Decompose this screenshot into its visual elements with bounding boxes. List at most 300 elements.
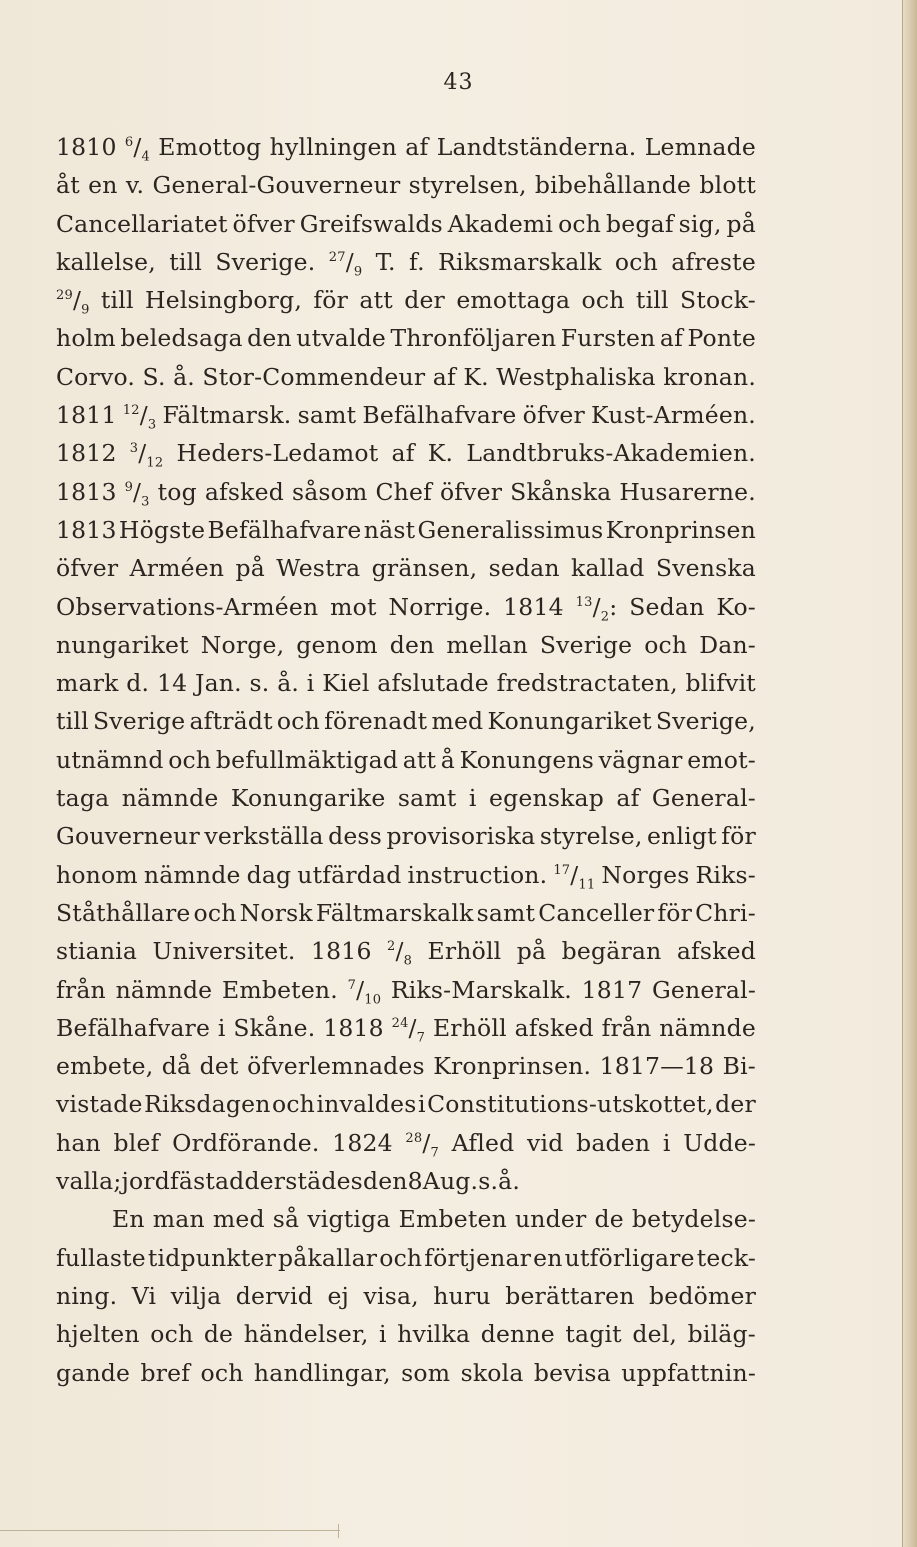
word: Sverige. <box>215 247 316 276</box>
word: $^{17}/_{11}$ <box>553 860 596 893</box>
word: $^7/_{10}$ <box>347 975 382 1008</box>
word: för <box>657 898 693 927</box>
word: afträdt <box>189 707 273 736</box>
word: 1813 <box>56 515 117 544</box>
word: ej <box>327 1281 350 1310</box>
word: emot- <box>687 745 756 774</box>
word: den <box>247 324 292 353</box>
word: Dan- <box>699 630 756 659</box>
word: af <box>405 133 429 161</box>
word: de <box>594 1205 624 1234</box>
word: Afled <box>451 1128 515 1157</box>
text-line <box>56 1085 756 1123</box>
text-line <box>56 1239 756 1277</box>
word: förenadt <box>324 707 428 736</box>
text-line <box>56 243 756 281</box>
word: 1812 <box>56 439 117 468</box>
word: K. <box>463 362 489 391</box>
word: begäran <box>561 937 662 966</box>
word: dess <box>328 822 382 851</box>
word: nämnde <box>115 975 213 1004</box>
text-line <box>56 779 756 817</box>
text-line <box>56 1354 756 1392</box>
word: samt <box>297 401 357 430</box>
word: genom <box>296 630 378 659</box>
word: Kiel <box>322 669 370 698</box>
word: Constitutions-utskottet, <box>427 1090 714 1119</box>
word: så <box>272 1205 300 1234</box>
word: Westra <box>276 554 361 583</box>
word: s. <box>249 669 270 698</box>
word: och <box>150 1320 194 1349</box>
word: och <box>200 1358 244 1387</box>
word: han <box>56 1128 101 1157</box>
word: sig, <box>678 209 722 238</box>
word: öfver <box>522 401 585 430</box>
word: Riksdagen <box>144 1090 271 1119</box>
text-line <box>56 1124 756 1162</box>
word: biläg- <box>687 1320 756 1349</box>
word: Riks-Marskalk. <box>390 975 572 1004</box>
word: Akademi <box>447 209 554 238</box>
text-line <box>56 1009 756 1047</box>
word: afsked <box>514 1013 594 1042</box>
word: s. <box>478 1167 499 1196</box>
word: berättaren <box>505 1281 635 1310</box>
word: Sverige <box>92 707 186 736</box>
word: i <box>468 784 477 813</box>
word: på <box>235 554 265 583</box>
word: Befälhafvare <box>207 515 362 544</box>
text-line <box>56 664 756 702</box>
word: afreste <box>671 247 756 276</box>
word: dervid <box>235 1281 313 1310</box>
word: Norrige. <box>388 592 492 621</box>
bottom-tick <box>338 1524 339 1538</box>
word: Konungens <box>459 745 595 774</box>
word: 1816 <box>311 937 372 966</box>
text-line <box>56 1200 756 1238</box>
word: i <box>379 1320 387 1349</box>
word: Lemnade <box>644 133 756 161</box>
word: till <box>169 247 203 276</box>
word: och <box>193 898 237 927</box>
word: 1818 <box>323 1013 384 1042</box>
page-number: 43 <box>443 70 474 95</box>
word: från <box>56 975 106 1004</box>
word: invaldes <box>316 1090 417 1119</box>
word: tog <box>157 477 197 506</box>
word: Generalissimus <box>417 515 604 544</box>
word: blott <box>699 171 756 200</box>
word: egenskap <box>489 784 604 813</box>
text-line <box>56 1315 756 1353</box>
word: $^{28}/_7$ <box>405 1128 439 1161</box>
word: Arméen <box>129 554 225 583</box>
word: Befälhafvare <box>56 1013 211 1042</box>
word: $^{29}/_9$ <box>56 286 90 318</box>
word: i <box>306 669 315 698</box>
word: Observations-Arméen <box>56 592 319 621</box>
word: $^9/_3$ <box>124 477 150 510</box>
word: denne <box>480 1320 555 1349</box>
text-line <box>56 358 756 396</box>
word: bibehållande <box>534 171 692 200</box>
word: Erhöll <box>432 1013 507 1042</box>
word: vistade <box>56 1090 143 1119</box>
word: afsked <box>676 937 756 966</box>
word: gande <box>56 1358 131 1387</box>
word: 1824 <box>332 1128 393 1157</box>
word: Vi <box>131 1281 157 1310</box>
word: och <box>614 247 658 276</box>
word: i <box>417 1090 426 1119</box>
word: Fältmarskalk <box>315 898 474 927</box>
word: nämnde <box>121 784 219 813</box>
word: förtjenar <box>424 1243 532 1272</box>
word: bref <box>140 1358 191 1387</box>
word: och <box>271 1090 316 1119</box>
word: Sedan <box>629 592 705 621</box>
word: valla; <box>56 1167 122 1196</box>
word: med <box>431 707 484 736</box>
word: 1810 <box>56 133 117 161</box>
word: Sverige, <box>655 707 756 736</box>
word: Corvo. <box>56 362 136 391</box>
word: å. <box>173 362 195 391</box>
word: Ko- <box>716 592 756 621</box>
word: ning. <box>56 1281 118 1310</box>
word: utnämnd <box>56 745 164 774</box>
word: Skånska <box>510 477 612 506</box>
word: $^{13}/_2$: <box>575 592 618 625</box>
text-line <box>56 511 756 549</box>
word: åt <box>56 171 80 200</box>
word: å. <box>277 669 300 698</box>
word: Emottog <box>158 133 262 161</box>
text-line <box>56 702 756 740</box>
text-line <box>56 128 756 166</box>
word: 1811 <box>56 401 117 430</box>
word: utvalde <box>296 324 387 353</box>
word: Cancellariatet <box>56 209 228 238</box>
word: öfver <box>56 554 119 583</box>
word: att <box>402 745 437 774</box>
word: instruction. <box>407 860 548 889</box>
word: till <box>635 286 669 315</box>
word: Udde- <box>683 1128 756 1157</box>
word: provisoriska <box>386 822 536 851</box>
text-line <box>56 588 756 626</box>
word: begaf <box>606 209 674 238</box>
word: General-Gouverneur <box>152 171 401 200</box>
word: och <box>379 1243 423 1272</box>
word: Erhöll <box>427 937 502 966</box>
text-line <box>56 473 756 511</box>
word: jordfästad <box>121 1167 245 1196</box>
word: att <box>359 286 393 315</box>
word: K. <box>427 439 454 468</box>
word: Kronprinsen <box>605 515 756 544</box>
text-line <box>56 166 756 204</box>
text-line <box>56 894 756 932</box>
word: kallad <box>571 554 645 583</box>
text-line <box>56 1277 756 1315</box>
word: då <box>161 1052 192 1081</box>
word: Heders-Ledamot <box>176 439 379 468</box>
word: Svenska <box>655 554 756 583</box>
word: d. <box>126 669 150 698</box>
word: å <box>440 745 456 774</box>
word: såsom <box>291 477 368 506</box>
word: Norges <box>601 860 690 889</box>
word: Fursten <box>560 324 656 353</box>
word: de <box>203 1320 234 1349</box>
bottom-rule <box>0 1530 340 1531</box>
word: och <box>581 286 625 315</box>
word: del, <box>632 1320 678 1349</box>
word: $^{27}/_9$ <box>328 247 363 280</box>
word: afsked <box>204 477 284 506</box>
word: styrelsen, <box>408 171 527 200</box>
text-line <box>56 281 756 319</box>
word: till <box>100 286 134 315</box>
word: Gouverneur <box>56 822 200 851</box>
word: honom <box>56 860 138 889</box>
word: det <box>199 1052 239 1081</box>
word: der <box>404 286 445 315</box>
word: 1817 <box>581 975 643 1004</box>
word: 1814 <box>503 592 564 621</box>
word: hvilka <box>397 1320 471 1349</box>
word: från <box>601 1013 652 1042</box>
word: Embeten <box>398 1205 507 1234</box>
word: Kronprinsen. <box>433 1052 592 1081</box>
word: Aug. <box>422 1167 479 1196</box>
word: den <box>362 1167 408 1196</box>
word: af <box>391 439 415 468</box>
word: S. <box>142 362 166 391</box>
word: Ordförande. <box>172 1128 320 1157</box>
word: styrelse, <box>539 822 643 851</box>
word: Landtbruks-Akademien. <box>466 439 756 468</box>
word: under <box>514 1205 587 1234</box>
word: för <box>313 286 349 315</box>
word: öfver <box>439 477 503 506</box>
word: Greifswalds <box>299 209 443 238</box>
text-line <box>56 1047 756 1085</box>
word: å. <box>498 1167 521 1196</box>
page-edge <box>902 0 917 1547</box>
word: Chef <box>375 477 432 506</box>
word: Husarerne. <box>619 477 756 506</box>
word: skola <box>460 1358 524 1387</box>
word: på <box>516 937 547 966</box>
word: betydelse- <box>631 1205 756 1234</box>
word: för <box>721 822 756 851</box>
text-line <box>56 434 756 472</box>
word: Universitet. <box>152 937 296 966</box>
word: der <box>715 1090 756 1119</box>
word: och <box>644 630 688 659</box>
word: och <box>558 209 602 238</box>
word: samt <box>476 898 536 927</box>
word: embete, <box>56 1052 154 1081</box>
text-line <box>56 626 756 664</box>
word: befullmäktigad <box>215 745 399 774</box>
word: teck- <box>696 1243 756 1272</box>
word: och <box>168 745 212 774</box>
word: visa, <box>363 1281 419 1310</box>
word: 1817—18 <box>599 1052 715 1081</box>
word: öfverlemnades <box>247 1052 425 1081</box>
word: Stor-Commendeur <box>202 362 426 391</box>
word: händelser, <box>243 1320 369 1349</box>
word: hyllningen <box>269 133 397 161</box>
word: handlingar, <box>253 1358 391 1387</box>
word: nungariket <box>56 630 189 659</box>
word: bevisa <box>533 1358 611 1387</box>
word: kallelse, <box>56 247 156 276</box>
word: den <box>389 630 435 659</box>
word: Chri- <box>695 898 756 927</box>
word: emottaga <box>456 286 571 315</box>
word: General- <box>651 975 756 1004</box>
word: mot <box>330 592 377 621</box>
word: Sverige <box>539 630 633 659</box>
word: som <box>401 1358 451 1387</box>
word: enligt <box>646 822 717 851</box>
word: v. <box>125 171 145 200</box>
word: Norsk <box>239 898 313 927</box>
word: Fältmarsk. <box>162 401 292 430</box>
word: Kust-Arméen. <box>591 401 756 430</box>
text-line <box>56 1162 756 1200</box>
word: $^6/_4$ <box>124 133 150 165</box>
word: f. <box>409 247 425 276</box>
word: Högste <box>118 515 206 544</box>
word: tidpunkter <box>147 1243 277 1272</box>
word: gränsen, <box>371 554 478 583</box>
word: näst <box>363 515 416 544</box>
word: sedan <box>488 554 560 583</box>
word: En <box>112 1205 145 1234</box>
word: utförligare <box>564 1243 695 1272</box>
word: blef <box>113 1128 160 1157</box>
word: 1813 <box>56 477 117 506</box>
word: Riks- <box>695 860 756 889</box>
word: Jan. <box>194 669 242 698</box>
word: holm <box>56 324 116 353</box>
word: Canceller <box>538 898 655 927</box>
word: afslutade <box>377 669 489 698</box>
word: Konungariket <box>487 707 652 736</box>
word: Ponte <box>687 324 756 353</box>
word: T. <box>375 247 396 276</box>
word: vid <box>527 1128 564 1157</box>
word: Bi- <box>722 1052 756 1081</box>
word: 8 <box>407 1167 423 1196</box>
word: Befälhafvare <box>362 401 517 430</box>
word: $^{24}/_7$ <box>391 1013 426 1046</box>
word: i <box>662 1128 671 1157</box>
word: fullaste <box>56 1243 146 1272</box>
word: hjelten <box>56 1320 140 1349</box>
word: 14 <box>156 669 188 698</box>
word: af <box>659 324 683 353</box>
word: i <box>217 1013 226 1042</box>
word: verkställa <box>204 822 324 851</box>
word: taga <box>56 784 110 813</box>
word: Norge, <box>200 630 285 659</box>
word: man <box>152 1205 205 1234</box>
word: Helsingborg, <box>145 286 303 315</box>
word: fredstractaten, <box>496 669 678 698</box>
text-line <box>56 549 756 587</box>
word: nämnde <box>659 1013 756 1042</box>
text-line <box>56 971 756 1009</box>
text-line <box>56 932 756 970</box>
word: huru <box>433 1281 491 1310</box>
body-text <box>56 128 756 1392</box>
word: Landtständerna. <box>436 133 637 161</box>
word: baden <box>576 1128 651 1157</box>
word: blifvit <box>685 669 756 698</box>
word: och <box>276 707 320 736</box>
word: vigtiga <box>307 1205 391 1234</box>
word: bedömer <box>649 1281 756 1310</box>
word: mellan <box>446 630 528 659</box>
word: påkallar <box>278 1243 378 1272</box>
word: Skåne. <box>233 1013 316 1042</box>
word: $^2/_8$ <box>387 937 413 969</box>
word: vägnar <box>598 745 683 774</box>
word: vilja <box>170 1281 222 1310</box>
word: tagit <box>565 1320 622 1349</box>
word: mark <box>56 669 119 698</box>
word: Konungarike <box>230 784 386 813</box>
word: beledsaga <box>120 324 243 353</box>
word: öfver <box>232 209 295 238</box>
word: dag <box>246 860 292 889</box>
text-line <box>56 856 756 894</box>
word: $^{12}/_3$ <box>122 401 157 433</box>
word: Embeten. <box>221 975 338 1004</box>
word: derstädes <box>244 1167 363 1196</box>
word: samt <box>397 784 457 813</box>
word: Thronföljaren <box>390 324 557 353</box>
word: $^3/_{12}$ <box>129 439 164 472</box>
word: nämnde <box>143 860 241 889</box>
word: af <box>432 362 456 391</box>
text-line <box>56 741 756 779</box>
text-line <box>56 205 756 243</box>
word: till <box>56 707 89 736</box>
word: Stock- <box>680 286 756 315</box>
word: af <box>616 784 640 813</box>
word: med <box>212 1205 265 1234</box>
word: uppfattnin- <box>621 1358 756 1387</box>
word: kronan. <box>663 362 756 391</box>
word: Riksmarskalk <box>438 247 602 276</box>
word: stiania <box>56 937 138 966</box>
text-line <box>56 817 756 855</box>
word: på <box>726 209 756 238</box>
word: en <box>88 171 118 200</box>
word: en <box>533 1243 563 1272</box>
text-line <box>56 396 756 434</box>
text-line <box>56 319 756 357</box>
